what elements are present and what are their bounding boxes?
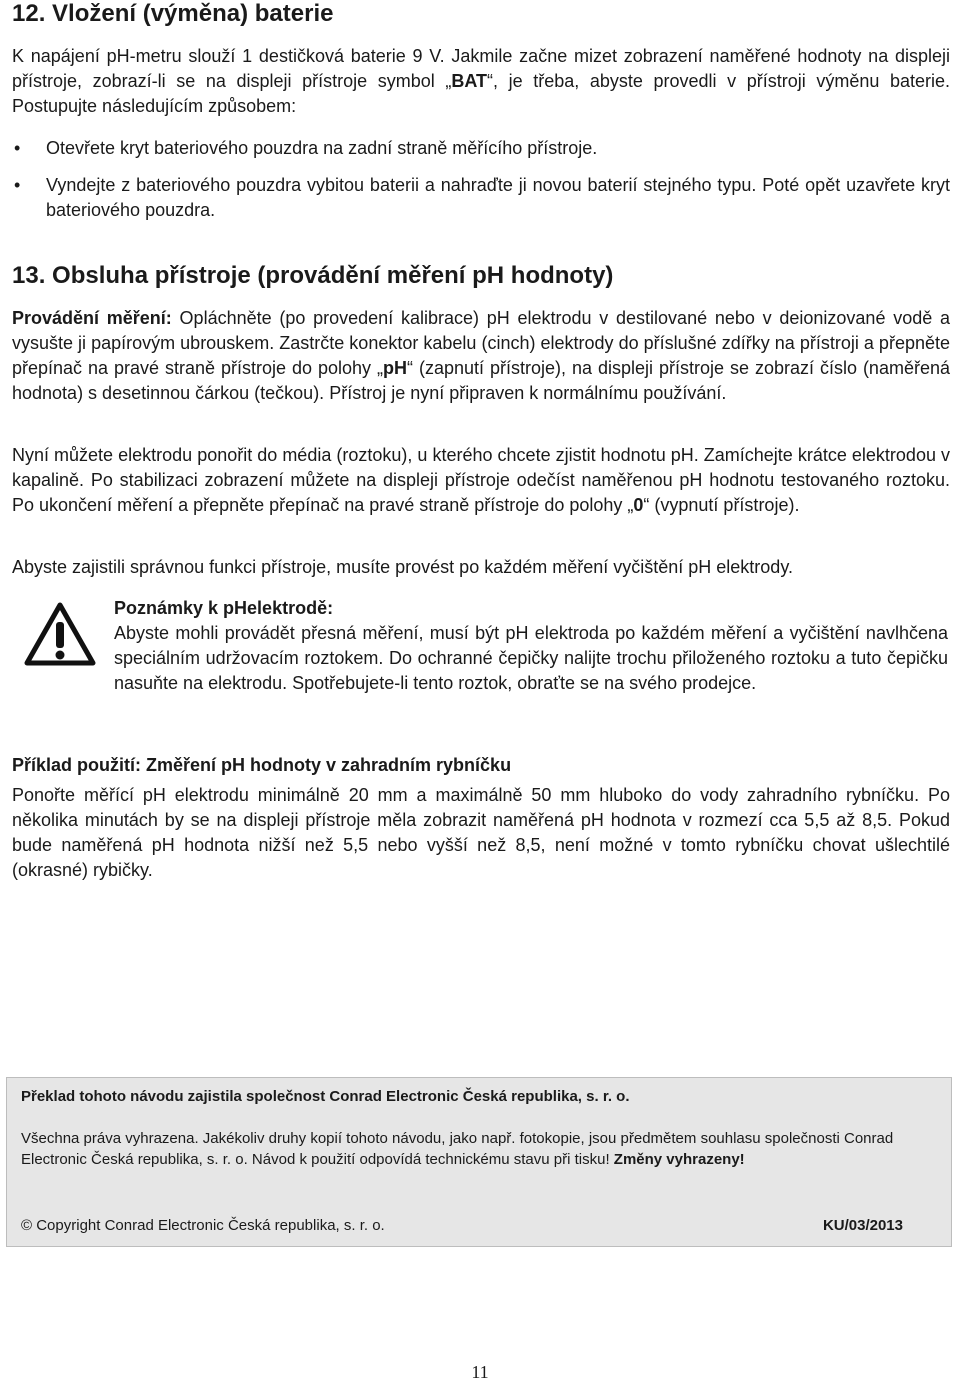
section-13-title: 13. Obsluha přístroje (provádění měření pH hodnoty) <box>12 262 614 289</box>
note-body <box>114 596 948 696</box>
rights-text: Všechna práva vyhrazena. Jakékoliv druhy kopií tohoto návodu, jako např. fotokopie, jsou předmětem souhlasu společnosti Conrad Electronic Česká republika, s. r. o. Návod k použití odpovídá technickému stavu při tisku! <box>21 1130 894 1168</box>
section-12-title: 12. Vložení (výměna) baterie <box>12 0 334 27</box>
copyright-line: © Copyright Conrad Electronic Česká republika, s. r. o. <box>21 1217 385 1234</box>
document-code: KU/03/2013 <box>822 1217 903 1234</box>
electrode-note <box>12 596 950 726</box>
cleaning-paragraph: Abyste zajistili správnou funkci přístroje, musíte provést po každém měření vyčištění pH elektrody. <box>12 557 793 577</box>
example-title: Příklad použití: Změření pH hodnoty v zahradním rybníčku <box>12 755 512 775</box>
measurement-paragraph <box>12 306 950 406</box>
immersion-text-b: “ (vypnutí přístroje). <box>643 495 800 515</box>
bat-symbol-text: BAT <box>451 71 488 91</box>
note-text: Abyste mohli provádět přesná měření, musí být pH elektroda po každém měření a vyčištění navlhčena speciálním udržovacím roztokem. Do ochranné čepičky nalijte trochu přiloženého roztoku a tuto čepičku nasuňte na elektrodu. Spotřebujete-li tento roztok, obraťte se na svého prodejce. <box>114 623 948 693</box>
immersion-paragraph <box>12 443 950 518</box>
section-12-intro <box>12 44 950 119</box>
zero-position-text: 0 <box>633 495 644 515</box>
measurement-text-b: “ (zapnutí přístroje), na displeji přístroje se zobrazí číslo (naměřená hodnota) s desetinnou čárkou (tečkou). Přístroj je nyní připraven k normálnímu používání. <box>12 358 950 403</box>
page-number: 11 <box>471 1362 489 1382</box>
bullet-text: Otevřete kryt bateriového pouzdra na zadní straně měřícího přístroje. <box>46 138 598 158</box>
note-title: Poznámky k pHelektrodě: <box>114 598 334 618</box>
translation-footer-box <box>6 1077 952 1247</box>
bullet-item <box>12 136 950 161</box>
rights-notice <box>21 1128 941 1170</box>
immersion-text-a: Nyní můžete elektrodu ponořit do média (roztoku), u kterého chcete zjistit hodnotu pH. Zamíchejte krátce elektrodou v kapalině. Po stabilizaci zobrazení můžete na displeji přístroje odečíst naměřenou pH hodnotu testovaného roztoku. Po ukončení měření a přepněte přepínač na pravé straně přístroje do polohy „ <box>12 445 950 515</box>
translation-credit: Překlad tohoto návodu zajistila společnost Conrad Electronic Česká republika, s. r. o. <box>21 1088 630 1105</box>
example-text: Ponořte měřící pH elektrodu minimálně 20 mm a maximálně 50 mm hluboko do vody zahradního rybníčku. Po několika minutách by se na displeji přístroje měla zobrazit naměřená pH hodnota v rozmezí cca 5,5 až 8,5. Pokud bude naměřená pH hodnota nižší než 5,5 nebo vyšší než 8,5, není možné v tomto rybníčku chovat ušlechtilé (okrasné) rybičky. <box>12 785 950 880</box>
bullet-text: Vyndejte z bateriového pouzdra vybitou baterii a nahraďte ji novou baterií stejného typu. Poté opět uzavřete kryt bateriového pouzdra. <box>46 175 950 220</box>
intro-text-a: K napájení pH-metru slouží 1 destičková baterie 9 V. Jakmile začne mizet zobrazení naměřené hodnoty na displeji přístroje, zobrazí-li se na displeji přístroje symbol „ <box>12 46 950 91</box>
changes-reserved-text: Změny vyhrazeny! <box>613 1151 745 1168</box>
measurement-text-a: Opláchněte (po provedení kalibrace) pH elektrodu v destilované nebo v deionizované vodě a vysušte ji papírovým ubrouskem. Zastrčte konektor kabelu (cinch) elektrody do příslušné zdířky na přístroji a přepněte přepínač na pravé straně přístroje do polohy „ <box>12 308 950 378</box>
bullet-glyph: • <box>14 138 21 158</box>
measurement-label: Provádění měření: <box>12 308 172 328</box>
bullet-item <box>12 173 950 223</box>
bullet-glyph: • <box>14 175 21 195</box>
warning-icon <box>24 602 96 666</box>
ph-position-text: pH <box>383 358 408 378</box>
intro-text-b: “, je třeba, abyste provedli v přístroji výměnu baterie. Postupujte následujícím způsobem: <box>12 71 950 116</box>
